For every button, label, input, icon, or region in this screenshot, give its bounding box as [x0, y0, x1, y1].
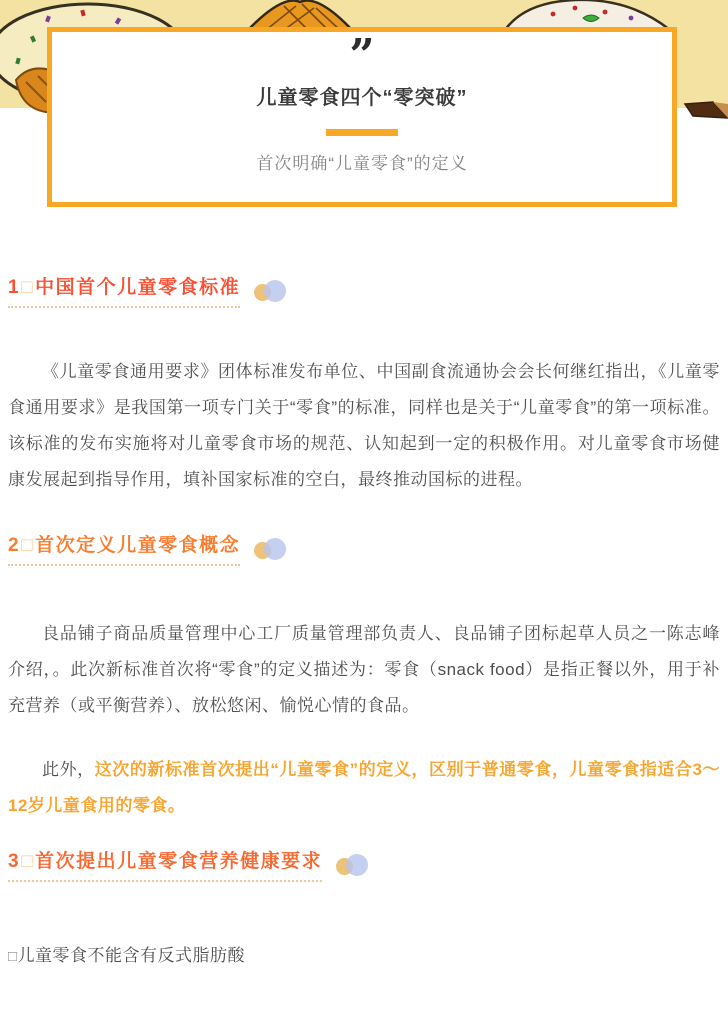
quote-icon: ” [349, 30, 375, 81]
paragraph-section-1: 《儿童零食通用要求》团体标准发布单位、中国副食流通协会会长何继红指出，《儿童零食通用要求》是我国第一项专门关于“零食”的标准，同样也是关于“儿童零食”的第一项标准。该标准的发布实施将对儿童零食市场的规范、认知起到一定的积极作用。对儿童零食市场健康发展起到指导作用，填补国家标准的空白，最终推动国标的进程。 [8, 362, 720, 489]
section-1-title-text: 中国首个儿童零食标准 [35, 277, 241, 298]
card-title: 儿童零食四个“零突破” [256, 87, 468, 109]
section-2-title-text: 首次定义儿童零食概念 [35, 535, 241, 556]
blue-circle-icon [264, 538, 286, 560]
section-3-number: 3 [8, 851, 21, 872]
lattice-pie-illustration [248, 0, 352, 30]
section-2-title [8, 534, 240, 566]
section-3-title-text: 首次提出儿童零食营养健康要求 [35, 851, 323, 872]
highlight-prefix: 此外， [42, 760, 95, 779]
card-divider [326, 129, 398, 136]
section-1-number: 1 [8, 277, 21, 298]
blue-circle-icon [346, 854, 368, 876]
missing-glyph-box: □ [21, 851, 35, 872]
bullet-line [8, 938, 720, 975]
top-banner [0, 0, 728, 173]
section-1-title [8, 276, 240, 308]
section-3-heading [8, 850, 720, 882]
blue-circle-icon [264, 280, 286, 302]
article-body [0, 108, 728, 975]
section-3-title [8, 850, 322, 882]
overlapping-circles-icon [252, 278, 290, 304]
frosted-cookie-illustration [505, 0, 670, 30]
quote-card [47, 27, 677, 207]
overlapping-circles-icon [252, 536, 290, 562]
card-subtitle: 首次明确“儿童零食”的定义 [256, 154, 468, 173]
missing-glyph-box: □ [21, 535, 35, 556]
paragraph-highlight [8, 752, 720, 824]
bullet-marker-box: □ [8, 948, 18, 965]
highlight-text: 这次的新标准首次提出“儿童零食”的定义，区别于普通零食，儿童零食指适合3～12岁儿童食用的零食。 [8, 760, 721, 815]
missing-glyph-box: □ [21, 277, 35, 298]
paragraph-section-2: 良品铺子商品质量管理中心工厂质量管理部负责人、良品铺子团标起草人员之一陈志峰介绍，。此次新标准首次将“零食”的定义描述为：零食（snack food）是指正餐以外，用于补充营养（或平衡营养）、放松悠闲、愉悦心情的食品。 [8, 624, 720, 715]
section-2-heading [8, 534, 720, 566]
section-1-heading [8, 276, 720, 308]
chocolate-bite-illustration [683, 92, 728, 120]
overlapping-circles-icon [334, 852, 372, 878]
section-2-number: 2 [8, 535, 21, 556]
bullet-text: 儿童零食不能含有反式脂肪酸 [17, 946, 246, 965]
